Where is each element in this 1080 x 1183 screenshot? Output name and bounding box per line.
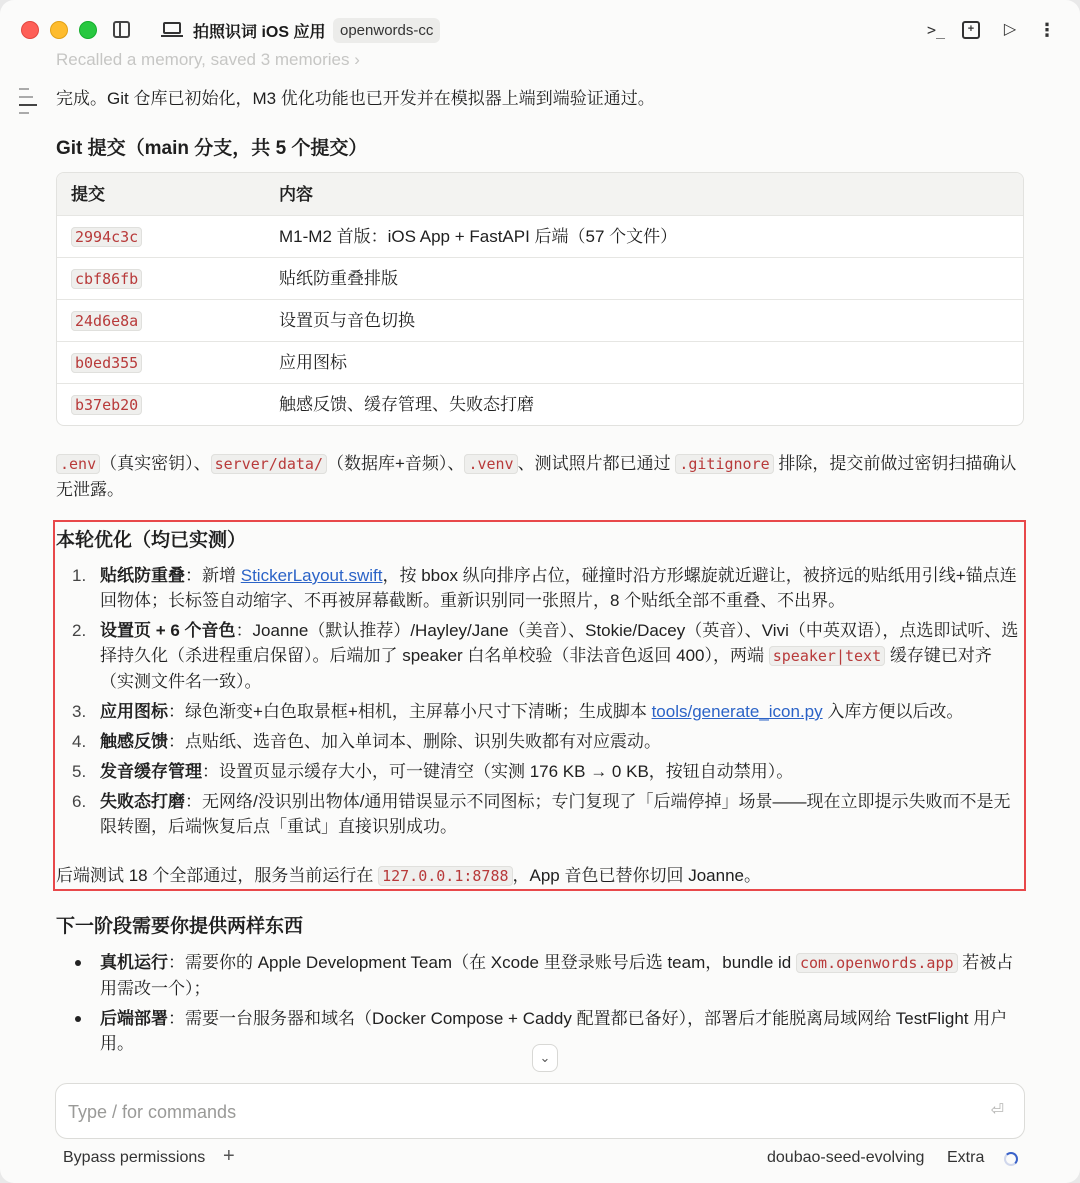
commit-hash: 24d6e8a xyxy=(71,311,142,331)
loading-spinner-icon xyxy=(1004,1152,1018,1166)
model-selector[interactable]: doubao-seed-evolving xyxy=(767,1149,925,1166)
next-heading: 下一阶段需要你提供两样东西 xyxy=(56,916,304,937)
item-title: 触感反馈 xyxy=(100,732,168,751)
outline-icon[interactable] xyxy=(19,88,37,120)
column-header-commit: 提交 xyxy=(71,184,105,204)
table-header xyxy=(57,173,1023,215)
window-title: 拍照识词 iOS 应用 xyxy=(193,24,326,41)
table-row xyxy=(57,341,1023,383)
bundle-id: com.openwords.app xyxy=(796,953,958,973)
commits-table xyxy=(56,172,1024,426)
table-row xyxy=(57,299,1023,341)
item-text: 入库方便以后改。 xyxy=(822,702,964,721)
zoom-window-button[interactable] xyxy=(79,21,97,39)
commit-hash: cbf86fb xyxy=(71,269,142,289)
status-text: 后端测试 18 个全部通过，服务当前运行在 xyxy=(56,866,379,885)
commits-heading: Git 提交（main 分支，共 5 个提交） xyxy=(56,138,368,159)
inline-code: speaker|text xyxy=(769,646,885,666)
gitignore-note xyxy=(56,451,1024,502)
item-text: ：新增 xyxy=(185,566,241,585)
column-header-content: 内容 xyxy=(279,184,313,204)
item-title: 后端部署 xyxy=(100,1009,168,1028)
enter-icon[interactable]: ⏎ xyxy=(990,1102,1004,1119)
item-text: ：Joanne（默认推荐）/Hayley/Jane（美音）、Stokie/Dacey（英音）、Vivi（中英双语），点选即试听、选择持久化（杀进程重启保留）。后端加了 speaker 白名单校验（非法音色返回 400），两端 xyxy=(100,621,1019,665)
item-text: 缓存键已对齐（实测文件名一致）。 xyxy=(100,646,992,691)
terminal-icon[interactable]: >_ xyxy=(926,21,946,39)
code-gitignore: .gitignore xyxy=(675,454,773,474)
file-link[interactable]: tools/generate_icon.py xyxy=(651,702,823,721)
close-window-button[interactable] xyxy=(21,21,39,39)
bullet xyxy=(75,1016,81,1022)
prompt-input[interactable] xyxy=(68,1098,968,1126)
commit-desc: 触感反馈、缓存管理、失败态打磨 xyxy=(279,395,534,414)
commit-desc: 设置页与音色切换 xyxy=(279,311,415,330)
table-row xyxy=(57,215,1023,257)
laptop-icon xyxy=(163,22,181,34)
item-text: ：需要一台服务器和域名（Docker Compose + Caddy 配置都已备好），部署后才能脱离局域网给 TestFlight 用户用。 xyxy=(100,1009,1008,1053)
item-text: ，按 bbox 纵向排序占位，碰撞时沿方形螺旋就近避让，被挤远的贴纸用引线+锚点连回物体；长标签自动缩字、不再被屏幕截断。重新识别同一张照片，8 个贴纸全部不重叠、不出界。 xyxy=(100,566,1017,610)
sidebar-toggle-icon[interactable] xyxy=(113,21,130,38)
list-number: 2. xyxy=(72,621,87,640)
list-item xyxy=(56,950,1024,1001)
note-text: （数据库+音频）、 xyxy=(327,454,465,473)
commit-desc: M1-M2 首版：iOS App + FastAPI 后端（57 个文件） xyxy=(279,227,678,246)
commit-desc: 应用图标 xyxy=(279,353,347,372)
code-server-data: server/data/ xyxy=(211,454,327,474)
bullet xyxy=(75,960,81,966)
note-text: （真实密钥）、 xyxy=(100,454,211,473)
item-title: 真机运行 xyxy=(100,953,168,972)
new-task-icon[interactable]: + xyxy=(962,21,980,39)
item-text: 若被占用需改一个）； xyxy=(100,953,1014,998)
code-env: .env xyxy=(56,454,100,474)
more-icon[interactable]: ⋮ xyxy=(1038,20,1056,40)
list-number: 6. xyxy=(72,792,87,811)
item-text: ：设置页显示缓存大小，可一键清空（实测 176 KB → 0 KB，按钮自动禁用）。 xyxy=(202,762,794,781)
add-icon[interactable]: + xyxy=(223,1145,235,1167)
item-title: 应用图标 xyxy=(100,702,168,721)
repo-badge[interactable]: openwords-cc xyxy=(333,18,440,43)
item-text: ：需要你的 Apple Development Team（在 Xcode 里登录账号后选 team，bundle id xyxy=(168,953,796,972)
item-title: 贴纸防重叠 xyxy=(100,566,185,585)
item-text: ：点贴纸、选音色、加入单词本、删除、识别失败都有对应震动。 xyxy=(168,732,661,751)
item-title: 失败态打磨 xyxy=(100,792,185,811)
optimization-heading: 本轮优化（均已实测） xyxy=(56,530,247,551)
server-address: 127.0.0.1:8788 xyxy=(378,866,512,886)
note-text: 排除，提交前做过密钥扫描确认无泄露。 xyxy=(56,454,1017,499)
code-venv: .venv xyxy=(464,454,517,474)
commit-desc: 贴纸防重叠排版 xyxy=(279,269,398,288)
status-text: ，App 音色已替你切回 Joanne。 xyxy=(512,866,761,885)
list-number: 1. xyxy=(72,566,87,585)
commit-hash: b0ed355 xyxy=(71,353,142,373)
commit-hash: b37eb20 xyxy=(71,395,142,415)
minimize-window-button[interactable] xyxy=(50,21,68,39)
table-row xyxy=(57,257,1023,299)
memory-status[interactable]: Recalled a memory, saved 3 memories › xyxy=(56,50,360,69)
note-text: 、测试照片都已通过 xyxy=(517,454,671,473)
extra-selector[interactable]: Extra xyxy=(947,1149,985,1166)
commit-hash: 2994c3c xyxy=(71,227,142,247)
list-number: 3. xyxy=(72,702,87,721)
item-title: 发音缓存管理 xyxy=(100,762,202,781)
file-link[interactable]: StickerLayout.swift xyxy=(240,566,383,585)
item-title: 设置页 + 6 个音色 xyxy=(100,621,236,640)
highlight-annotation-box xyxy=(53,520,1026,891)
list-number: 5. xyxy=(72,762,87,781)
scroll-down-button[interactable]: ⌄ xyxy=(532,1044,558,1072)
intro-text: 完成。Git 仓库已初始化，M3 优化功能也已开发并在模拟器上端到端验证通过。 xyxy=(56,89,655,108)
item-text: ：无网络/没识别出物体/通用错误显示不同图标；专门复现了「后端停掉」场景——现在立即提示失败而不是无限转圈，后端恢复后点「重试」直接识别成功。 xyxy=(100,792,1011,836)
table-row xyxy=(57,383,1023,425)
list-number: 4. xyxy=(72,732,87,751)
prompt-input-box xyxy=(55,1083,1025,1139)
permissions-selector[interactable]: Bypass permissions xyxy=(63,1149,206,1166)
play-icon[interactable]: ▷ xyxy=(1003,21,1017,38)
item-text: ：绿色渐变+白色取景框+相机，主屏幕小尺寸下清晰；生成脚本 xyxy=(168,702,652,721)
